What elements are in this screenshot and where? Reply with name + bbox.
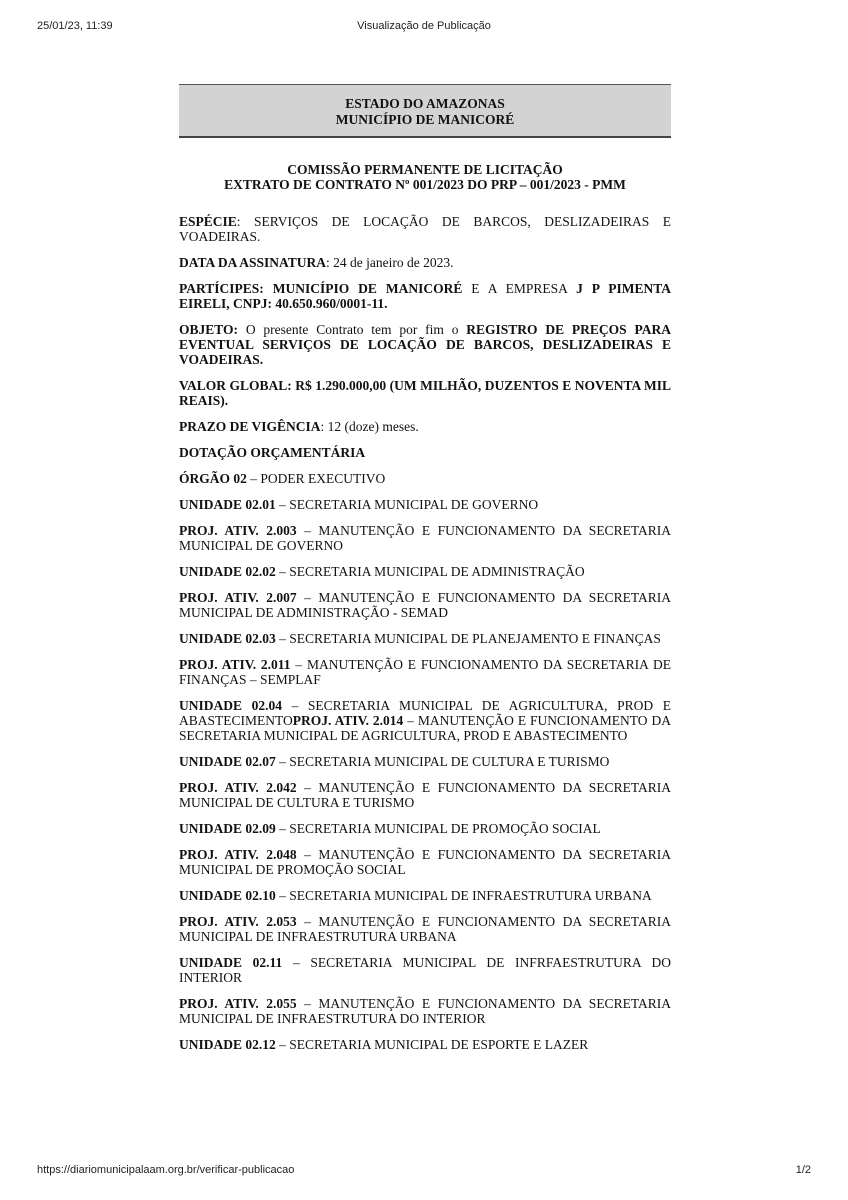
item-label: PROJ. ATIV. 2.011 — [179, 657, 291, 672]
list-item — [179, 631, 671, 646]
item-text: – MANUTENÇÃO E FUNCIONAMENTO DA SECRETARIA MUNICIPAL DE GOVERNO — [179, 523, 671, 553]
item-text: – SECRETARIA MUNICIPAL DE AGRICULTURA, PROD E ABASTECIMENTO — [179, 698, 671, 728]
prazo-label: PRAZO DE VIGÊNCIA — [179, 419, 321, 434]
item-label: PROJ. ATIV. 2.055 — [179, 996, 297, 1011]
item-label: PROJ. ATIV. 2.053 — [179, 914, 297, 929]
item-text: – SECRETARIA MUNICIPAL DE PLANEJAMENTO E FINANÇAS — [275, 631, 661, 646]
list-item — [179, 888, 671, 903]
print-page-title: Visualização de Publicação — [357, 20, 491, 32]
item-label-secondary: PROJ. ATIV. 2.014 — [292, 713, 404, 728]
list-item — [179, 1037, 671, 1052]
banner-municipality: MUNICÍPIO DE MANICORÉ — [335, 112, 515, 127]
participes-empresa: J P PIMENTA EIRELI, CNPJ: 40.650.960/0001-11. — [179, 281, 671, 311]
document-title — [179, 162, 671, 192]
print-url[interactable]: https://diariomunicipalaam.org.br/verificar-publicacao — [37, 1164, 295, 1176]
list-item — [179, 955, 671, 985]
title-commission: COMISSÃO PERMANENTE DE LICITAÇÃO — [287, 162, 563, 177]
objeto-label: OBJETO: — [179, 322, 239, 337]
list-item — [179, 754, 671, 769]
item-label: UNIDADE 02.04 — [179, 698, 282, 713]
data-assinatura-label: DATA DA ASSINATURA — [179, 255, 327, 270]
item-text: – SECRETARIA MUNICIPAL DE PROMOÇÃO SOCIAL — [275, 821, 601, 836]
item-text: – MANUTENÇÃO E FUNCIONAMENTO DA SECRETARIA MUNICIPAL DE PROMOÇÃO SOCIAL — [179, 847, 671, 877]
list-item — [179, 564, 671, 579]
list-item — [179, 821, 671, 836]
item-label: UNIDADE 02.10 — [179, 888, 276, 903]
item-label: PROJ. ATIV. 2.042 — [179, 780, 297, 795]
item-label: UNIDADE 02.09 — [179, 821, 276, 836]
item-label: UNIDADE 02.02 — [179, 564, 276, 579]
item-label: UNIDADE 02.07 — [179, 754, 276, 769]
participes-paragraph — [179, 281, 671, 311]
item-text: – MANUTENÇÃO E FUNCIONAMENTO DA SECRETARIA MUNICIPAL DE ADMINISTRAÇÃO - SEMAD — [179, 590, 671, 620]
item-label: PROJ. ATIV. 2.007 — [179, 590, 297, 605]
print-page-number: 1/2 — [795, 1164, 811, 1176]
item-text: – MANUTENÇÃO E FUNCIONAMENTO DA SECRETARIA MUNICIPAL DE CULTURA E TURISMO — [179, 780, 671, 810]
list-item — [179, 996, 671, 1026]
item-label: UNIDADE 02.03 — [179, 631, 276, 646]
objeto-paragraph — [179, 322, 671, 367]
print-datetime: 25/01/23, 11:39 — [37, 20, 113, 32]
item-text: – SECRETARIA MUNICIPAL DE CULTURA E TURISMO — [275, 754, 610, 769]
item-label: UNIDADE 02.01 — [179, 497, 276, 512]
item-text: – SECRETARIA MUNICIPAL DE ESPORTE E LAZER — [275, 1037, 589, 1052]
list-item — [179, 914, 671, 944]
item-text: – MANUTENÇÃO E FUNCIONAMENTO DA SECRETARIA MUNICIPAL DE INFRAESTRUTURA DO INTERIOR — [179, 996, 671, 1026]
orgao-text: – PODER EXECUTIVO — [246, 471, 386, 486]
valor-global-paragraph — [179, 378, 671, 408]
item-text: – SECRETARIA MUNICIPAL DE INFRAESTRUTURA URBANA — [275, 888, 652, 903]
print-footer — [0, 1164, 848, 1180]
title-extract: EXTRATO DE CONTRATO Nº 001/2023 DO PRP – 001/2023 - PMM — [224, 177, 626, 192]
document-banner — [179, 84, 671, 138]
objeto-text: O presente Contrato tem por fim o — [238, 322, 467, 337]
objeto-bold-text: REGISTRO DE PREÇOS PARA EVENTUAL SERVIÇOS DE LOCAÇÃO DE BARCOS, DESLIZADEIRAS E VOADEIRAS. — [179, 322, 671, 367]
dotacao-heading — [179, 445, 671, 460]
document-body — [179, 214, 671, 1063]
item-text: – MANUTENÇÃO E FUNCIONAMENTO DA SECRETARIA DE FINANÇAS – SEMPLAF — [179, 657, 671, 687]
prazo-paragraph — [179, 419, 671, 434]
especie-paragraph — [179, 214, 671, 244]
item-label: UNIDADE 02.12 — [179, 1037, 276, 1052]
valor-global-text: VALOR GLOBAL: R$ 1.290.000,00 (UM MILHÃO, DUZENTOS E NOVENTA MIL REAIS). — [179, 378, 671, 408]
list-item — [179, 657, 671, 687]
item-label: PROJ. ATIV. 2.003 — [179, 523, 297, 538]
data-assinatura-text: : 24 de janeiro de 2023. — [326, 255, 454, 270]
item-text: – SECRETARIA MUNICIPAL DE INFRFAESTRUTURA DO INTERIOR — [179, 955, 671, 985]
print-header — [0, 20, 848, 36]
prazo-text: : 12 (doze) meses. — [320, 419, 419, 434]
banner-state: ESTADO DO AMAZONAS — [345, 96, 505, 111]
list-item — [179, 497, 671, 512]
participes-label: PARTÍCIPES: MUNICÍPIO DE MANICORÉ — [179, 281, 463, 296]
orgao-paragraph — [179, 471, 671, 486]
item-text: – MANUTENÇÃO E FUNCIONAMENTO DA SECRETARIA MUNICIPAL DE INFRAESTRUTURA URBANA — [179, 914, 671, 944]
list-item — [179, 698, 671, 743]
data-assinatura-paragraph — [179, 255, 671, 270]
participes-text: E A EMPRESA — [462, 281, 577, 296]
especie-label: ESPÉCIE — [179, 214, 237, 229]
item-text-secondary: – MANUTENÇÃO E FUNCIONAMENTO DA SECRETARIA MUNICIPAL DE AGRICULTURA, PROD E ABASTECIMENTO — [179, 713, 671, 743]
especie-text: : SERVIÇOS DE LOCAÇÃO DE BARCOS, DESLIZADEIRAS E VOADEIRAS. — [179, 214, 671, 244]
list-item — [179, 523, 671, 553]
item-text: – SECRETARIA MUNICIPAL DE GOVERNO — [275, 497, 539, 512]
orgao-label: ÓRGÃO 02 — [179, 471, 247, 486]
item-label: UNIDADE 02.11 — [179, 955, 283, 970]
item-text: – SECRETARIA MUNICIPAL DE ADMINISTRAÇÃO — [275, 564, 585, 579]
list-item — [179, 847, 671, 877]
item-label: PROJ. ATIV. 2.048 — [179, 847, 297, 862]
list-item — [179, 590, 671, 620]
list-item — [179, 780, 671, 810]
dotacao-label: DOTAÇÃO ORÇAMENTÁRIA — [179, 445, 366, 460]
